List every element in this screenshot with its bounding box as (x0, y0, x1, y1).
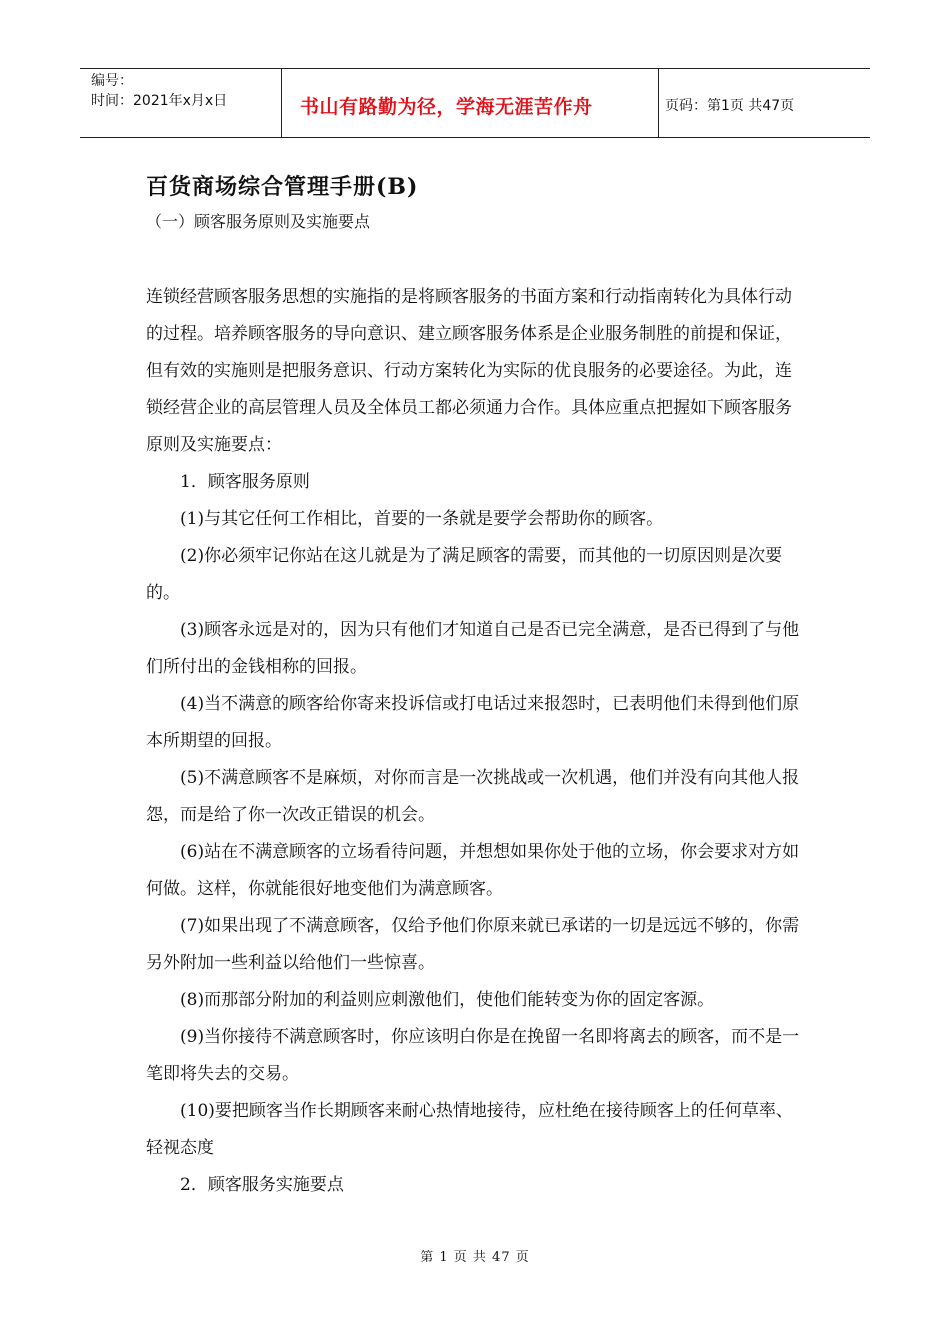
document-title: 百货商场综合管理手册(B) (146, 174, 419, 200)
page-footer: 第 1 页 共 47 页 (420, 1250, 530, 1265)
principle-item: (7)如果出现了不满意顾客，仅给予他们你原来就已承诺的一切是远远不够的，你需另外附加一些利益以给他们一些惊喜。 (146, 916, 800, 973)
page-header (80, 68, 870, 138)
header-page-cell (659, 69, 870, 137)
document-body (146, 279, 806, 1204)
intro-paragraph: 连锁经营顾客服务思想的实施指的是将顾客服务的书面方案和行动指南转化为具体行动的过程。培养顾客服务的导向意识、建立顾客服务体系是企业服务制胜的前提和保证，但有效的实施则是把服务意识、行动方案转化为实际的优良服务的必要途径。为此，连锁经营企业的高层管理人员及全体员工都必须通力合作。具体应重点把握如下顾客服务原则及实施要点： (146, 287, 792, 455)
section-heading-2: 2．顾客服务实施要点 (180, 1175, 344, 1195)
principle-item: (8)而那部分附加的利益则应刺激他们，使他们能转变为你的固定客源。 (180, 990, 715, 1010)
principle-item: (3)顾客永远是对的，因为只有他们才知道自己是否已完全满意，是否已得到了与他们所付出的金钱相称的回报。 (146, 620, 800, 677)
principle-item: (9)当你接待不满意顾客时，你应该明白你是在挽留一名即将离去的顾客，而不是一笔即将失去的交易。 (146, 1027, 800, 1084)
header-motto-cell (282, 69, 659, 137)
principle-item: (4)当不满意的顾客给你寄来投诉信或打电话过来报怨时，已表明他们未得到他们原本所期望的回报。 (146, 694, 800, 751)
section-heading-1: 1．顾客服务原则 (180, 472, 310, 492)
header-meta-cell (80, 69, 282, 137)
page-info: 页码：第1页 共47页 (665, 98, 795, 114)
principle-item: (10)要把顾客当作长期顾客来耐心热情地接待，应杜绝在接待顾客上的任何草率、轻视态度 (146, 1101, 793, 1158)
date-label: 时间：2021年x月x日 (91, 93, 228, 109)
number-label: 编号： (91, 73, 133, 89)
motto-text: 书山有路勤为径，学海无涯苦作舟 (300, 95, 593, 118)
document-subtitle: （一）顾客服务原则及实施要点 (146, 212, 371, 231)
principle-item: (5)不满意顾客不是麻烦，对你而言是一次挑战或一次机遇，他们并没有向其他人报怨，而是给了你一次改正错误的机会。 (146, 768, 800, 825)
principle-item: (2)你必须牢记你站在这儿就是为了满足顾客的需要，而其他的一切原因则是次要的。 (146, 546, 783, 603)
principle-item: (6)站在不满意顾客的立场看待问题，并想想如果你处于他的立场，你会要求对方如何做。这样，你就能很好地变他们为满意顾客。 (146, 842, 800, 899)
principle-item: (1)与其它任何工作相比，首要的一条就是要学会帮助你的顾客。 (180, 509, 664, 529)
